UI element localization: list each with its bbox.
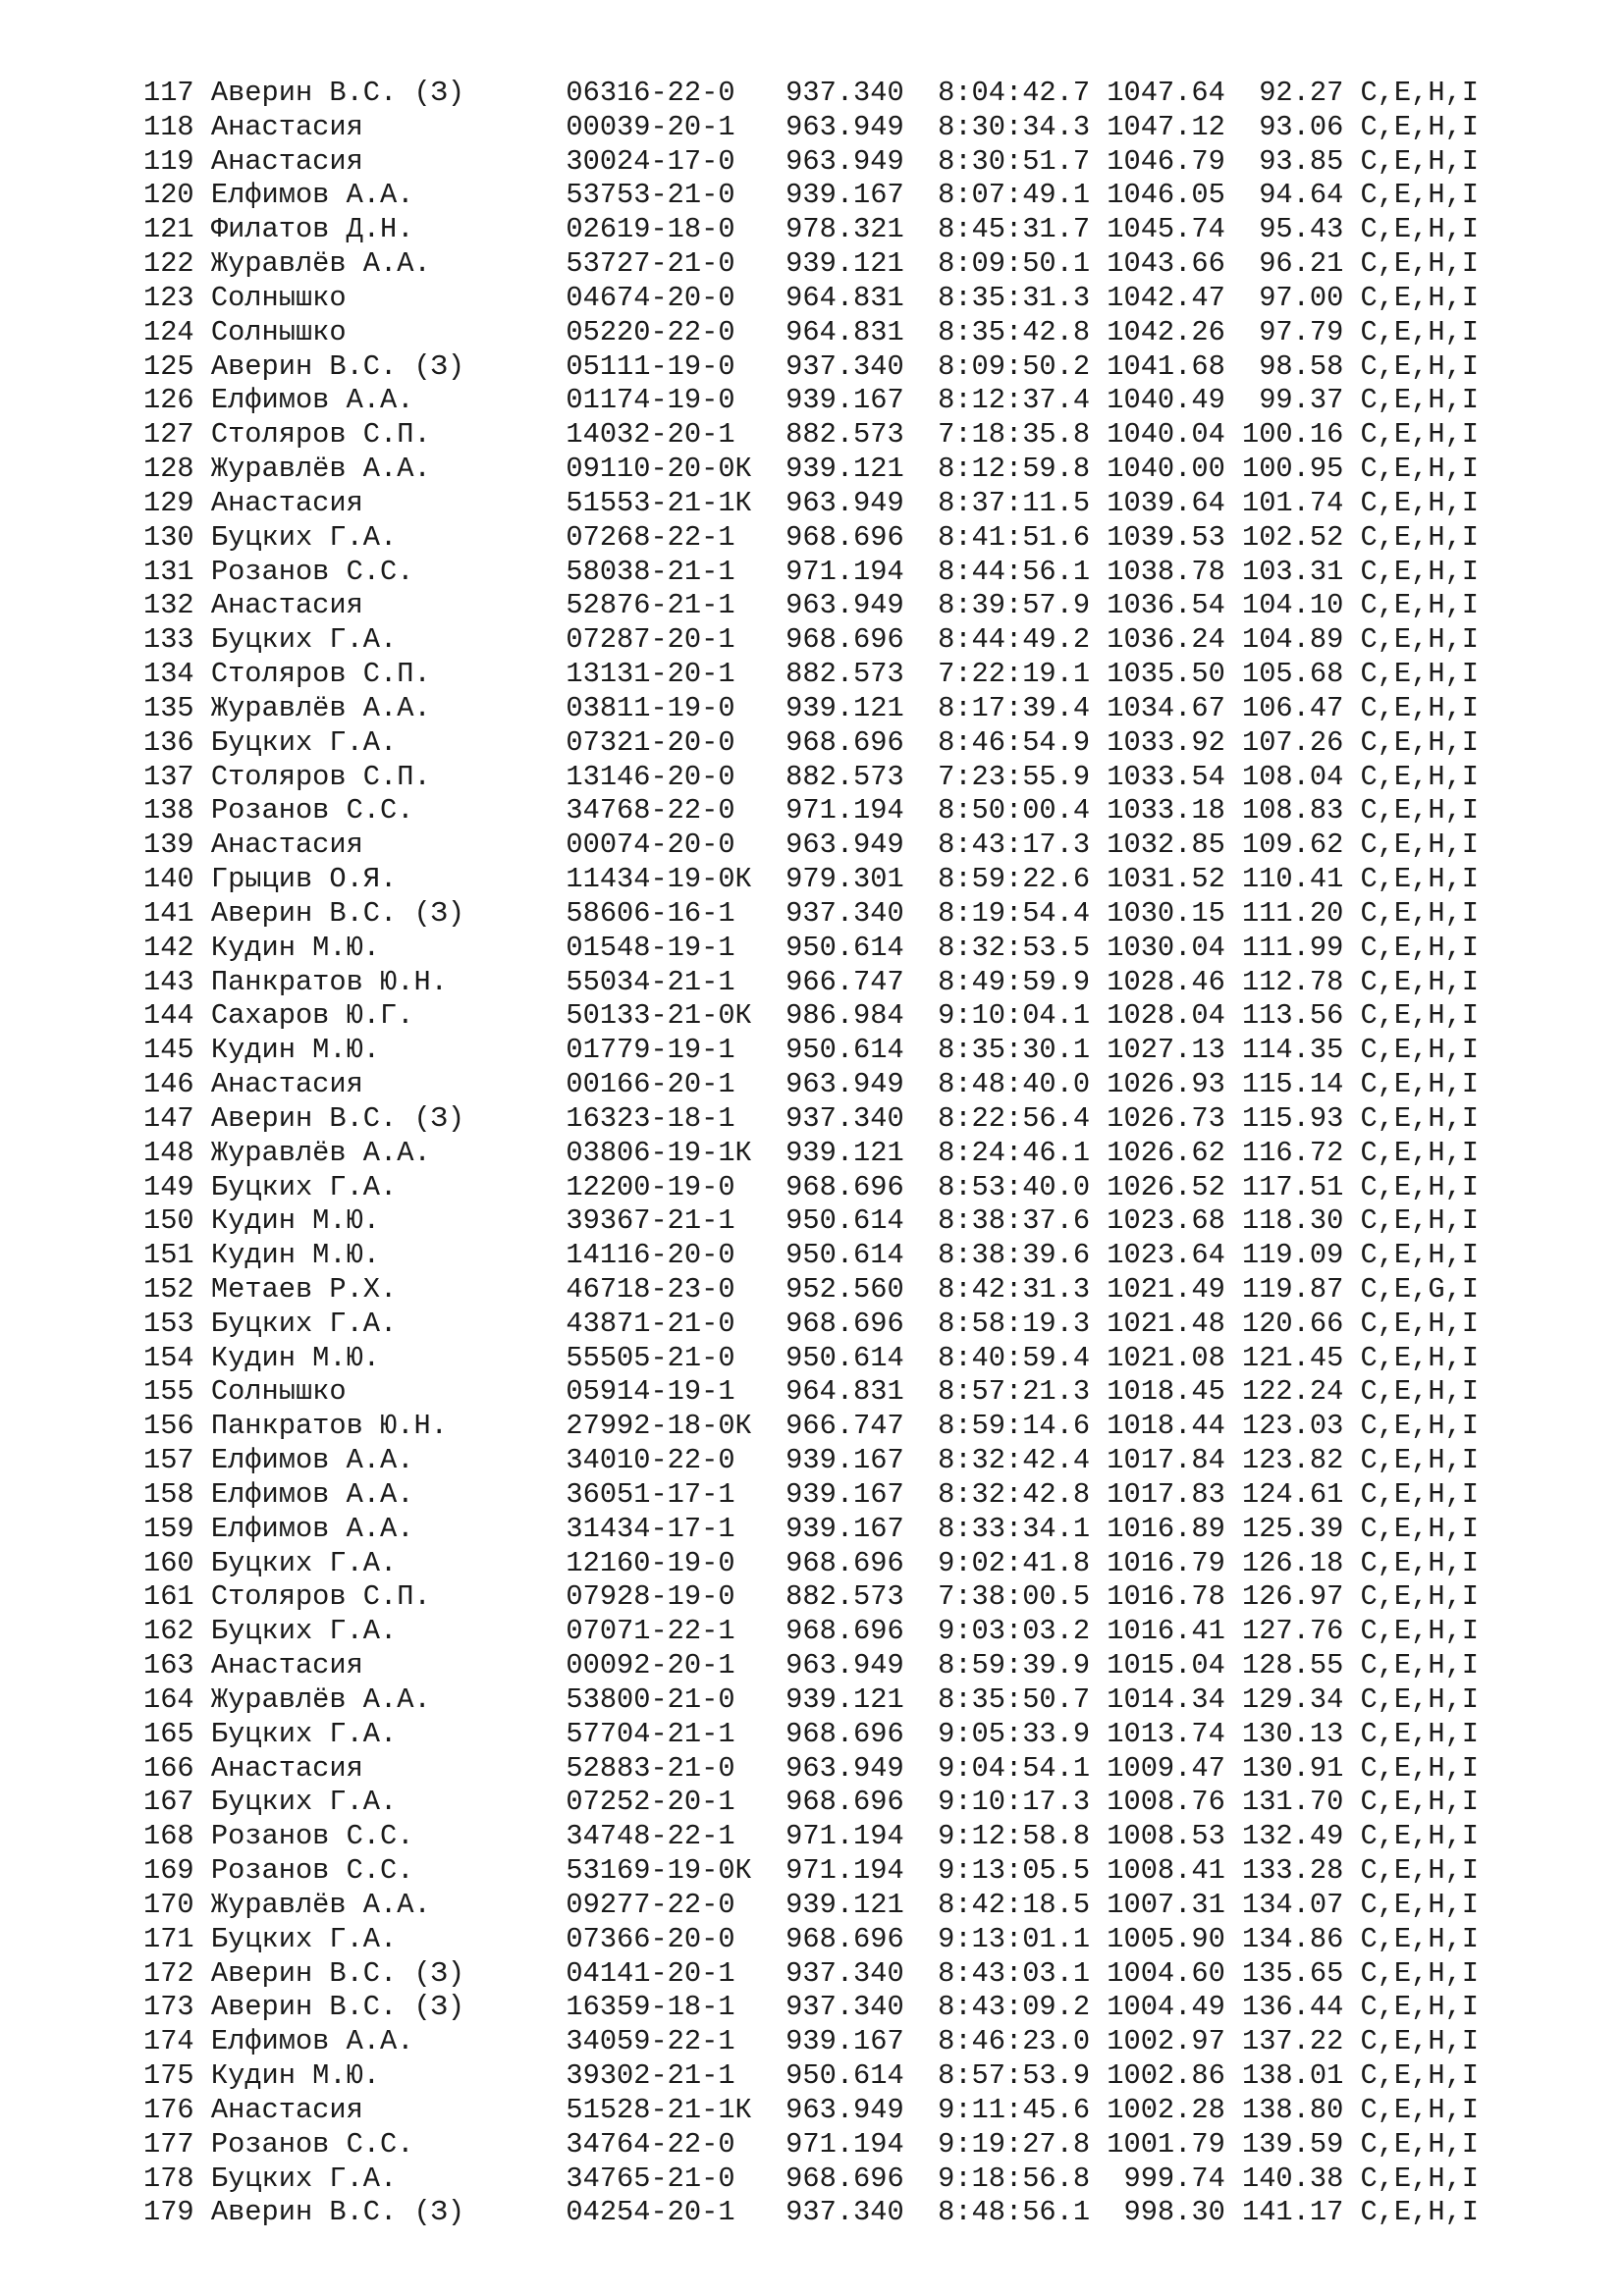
result-row: 174 Елфимов А.А. 34059-22-1 939.167 8:46:23.0 1002.97 137.22 C,E,H,I [143, 2025, 1480, 2058]
result-row: 175 Кудин М.Ю. 39302-21-1 950.614 8:57:53.9 1002.86 138.01 C,E,H,I [143, 2059, 1480, 2093]
result-row: 125 Аверин В.С. (З) 05111-19-0 937.340 8:09:50.2 1041.68 98.58 C,E,H,I [143, 349, 1480, 383]
result-row: 142 Кудин М.Ю. 01548-19-1 950.614 8:32:53.5 1030.04 111.99 C,E,H,I [143, 931, 1480, 964]
result-row: 139 Анастасия 00074-20-0 963.949 8:43:17.3 1032.85 109.62 C,E,H,I [143, 828, 1480, 862]
result-row: 150 Кудин М.Ю. 39367-21-1 950.614 8:38:37.6 1023.68 118.30 C,E,H,I [143, 1204, 1480, 1238]
result-row: 124 Солнышко 05220-22-0 964.831 8:35:42.8 1042.26 97.79 C,E,H,I [143, 315, 1480, 348]
result-row: 155 Солнышко 05914-19-1 964.831 8:57:21.3 1018.45 122.24 C,E,H,I [143, 1375, 1480, 1409]
result-row: 158 Елфимов А.А. 36051-17-1 939.167 8:32:42.8 1017.83 124.61 C,E,H,I [143, 1477, 1480, 1511]
result-row: 120 Елфимов А.А. 53753-21-0 939.167 8:07:49.1 1046.05 94.64 C,E,H,I [143, 179, 1480, 212]
result-row: 128 Журавлёв А.А. 09110-20-0К 939.121 8:12:59.8 1040.00 100.95 C,E,H,I [143, 453, 1480, 486]
result-row: 146 Анастасия 00166-20-1 963.949 8:48:40.0 1026.93 115.14 C,E,H,I [143, 1068, 1480, 1101]
result-row: 129 Анастасия 51553-21-1К 963.949 8:37:11.5 1039.64 101.74 C,E,H,I [143, 486, 1480, 519]
result-row: 163 Анастасия 00092-20-1 963.949 8:59:39.9 1015.04 128.55 C,E,H,I [143, 1649, 1480, 1682]
result-row: 134 Столяров С.П. 13131-20-1 882.573 7:22:19.1 1035.50 105.68 C,E,H,I [143, 658, 1480, 691]
result-row: 121 Филатов Д.Н. 02619-18-0 978.321 8:45:31.7 1045.74 95.43 C,E,H,I [143, 213, 1480, 246]
result-row: 132 Анастасия 52876-21-1 963.949 8:39:57.9 1036.54 104.10 C,E,H,I [143, 589, 1480, 622]
result-row: 159 Елфимов А.А. 31434-17-1 939.167 8:33:34.1 1016.89 125.39 C,E,H,I [143, 1512, 1480, 1545]
result-row: 156 Панкратов Ю.Н. 27992-18-0К 966.747 8:59:14.6 1018.44 123.03 C,E,H,I [143, 1410, 1480, 1443]
result-row: 119 Анастасия 30024-17-0 963.949 8:30:51.7 1046.79 93.85 C,E,H,I [143, 144, 1480, 178]
result-row: 138 Розанов С.С. 34768-22-0 971.194 8:50:00.4 1033.18 108.83 C,E,H,I [143, 794, 1480, 828]
result-row: 131 Розанов С.С. 58038-21-1 971.194 8:44:56.1 1038.78 103.31 C,E,H,I [143, 555, 1480, 588]
result-row: 168 Розанов С.С. 34748-22-1 971.194 9:12:58.8 1008.53 132.49 C,E,H,I [143, 1820, 1480, 1853]
results-listing [143, 77, 1479, 2230]
result-row: 148 Журавлёв А.А. 03806-19-1К 939.121 8:24:46.1 1026.62 116.72 C,E,H,I [143, 1136, 1480, 1169]
result-row: 136 Буцких Г.А. 07321-20-0 968.696 8:46:54.9 1033.92 107.26 C,E,H,I [143, 725, 1480, 759]
result-row: 145 Кудин М.Ю. 01779-19-1 950.614 8:35:30.1 1027.13 114.35 C,E,H,I [143, 1034, 1480, 1067]
result-row: 117 Аверин В.С. (З) 06316-22-0 937.340 8:04:42.7 1047.64 92.27 C,E,H,I [143, 77, 1480, 109]
result-row: 141 Аверин В.С. (З) 58606-16-1 937.340 8:19:54.4 1030.15 111.20 C,E,H,I [143, 896, 1480, 930]
result-row: 173 Аверин В.С. (З) 16359-18-1 937.340 8:43:09.2 1004.49 136.44 C,E,H,I [143, 1991, 1480, 2024]
result-row: 171 Буцких Г.А. 07366-20-0 968.696 9:13:01.1 1005.90 134.86 C,E,H,I [143, 1922, 1480, 1955]
result-row: 151 Кудин М.Ю. 14116-20-0 950.614 8:38:39.6 1023.64 119.09 C,E,H,I [143, 1239, 1480, 1272]
result-row: 126 Елфимов А.А. 01174-19-0 939.167 8:12:37.4 1040.49 99.37 C,E,H,I [143, 384, 1480, 417]
result-row: 130 Буцких Г.А. 07268-22-1 968.696 8:41:51.6 1039.53 102.52 C,E,H,I [143, 520, 1480, 554]
result-row: 170 Журавлёв А.А. 09277-22-0 939.121 8:42:18.5 1007.31 134.07 C,E,H,I [143, 1888, 1480, 1921]
result-row: 152 Метаев Р.Х. 46718-23-0 952.560 8:42:31.3 1021.49 119.87 C,E,G,I [143, 1272, 1480, 1306]
result-row: 140 Грыцив О.Я. 11434-19-0К 979.301 8:59:22.6 1031.52 110.41 C,E,H,I [143, 863, 1480, 896]
result-row: 143 Панкратов Ю.Н. 55034-21-1 966.747 8:49:59.9 1028.46 112.78 C,E,H,I [143, 965, 1480, 998]
result-row: 162 Буцких Г.А. 07071-22-1 968.696 9:03:03.2 1016.41 127.76 C,E,H,I [143, 1615, 1480, 1648]
result-row: 177 Розанов С.С. 34764-22-0 971.194 9:19:27.8 1001.79 139.59 C,E,H,I [143, 2127, 1480, 2161]
result-row: 137 Столяров С.П. 13146-20-0 882.573 7:23:55.9 1033.54 108.04 C,E,H,I [143, 760, 1480, 793]
result-row: 176 Анастасия 51528-21-1К 963.949 9:11:45.6 1002.28 138.80 C,E,H,I [143, 2093, 1480, 2126]
result-row: 165 Буцких Г.А. 57704-21-1 968.696 9:05:33.9 1013.74 130.13 C,E,H,I [143, 1717, 1480, 1750]
result-row: 122 Журавлёв А.А. 53727-21-0 939.121 8:09:50.1 1043.66 96.21 C,E,H,I [143, 247, 1480, 281]
result-row: 147 Аверин В.С. (З) 16323-18-1 937.340 8:22:56.4 1026.73 115.93 C,E,H,I [143, 1101, 1480, 1135]
result-row: 178 Буцких Г.А. 34765-21-0 968.696 9:18:56.8 999.74 140.38 C,E,H,I [143, 2162, 1480, 2195]
result-row: 154 Кудин М.Ю. 55505-21-0 950.614 8:40:59.4 1021.08 121.45 C,E,H,I [143, 1341, 1480, 1374]
result-row: 144 Сахаров Ю.Г. 50133-21-0К 986.984 9:10:04.1 1028.04 113.56 C,E,H,I [143, 999, 1480, 1033]
result-row: 133 Буцких Г.А. 07287-20-1 968.696 8:44:49.2 1036.24 104.89 C,E,H,I [143, 623, 1480, 657]
result-row: 118 Анастасия 00039-20-1 963.949 8:30:34.3 1047.12 93.06 C,E,H,I [143, 110, 1480, 143]
result-row: 164 Журавлёв А.А. 53800-21-0 939.121 8:35:50.7 1014.34 129.34 C,E,H,I [143, 1682, 1480, 1716]
result-row: 172 Аверин В.С. (З) 04141-20-1 937.340 8:43:03.1 1004.60 135.65 C,E,H,I [143, 1956, 1480, 1990]
result-row: 167 Буцких Г.А. 07252-20-1 968.696 9:10:17.3 1008.76 131.70 C,E,H,I [143, 1786, 1480, 1819]
result-row: 157 Елфимов А.А. 34010-22-0 939.167 8:32:42.4 1017.84 123.82 C,E,H,I [143, 1444, 1480, 1477]
result-row: 169 Розанов С.С. 53169-19-0К 971.194 9:13:05.5 1008.41 133.28 C,E,H,I [143, 1854, 1480, 1888]
result-row: 160 Буцких Г.А. 12160-19-0 968.696 9:02:41.8 1016.79 126.18 C,E,H,I [143, 1546, 1480, 1579]
result-row: 153 Буцких Г.А. 43871-21-0 968.696 8:58:19.3 1021.48 120.66 C,E,H,I [143, 1307, 1480, 1340]
result-row: 161 Столяров С.П. 07928-19-0 882.573 7:38:00.5 1016.78 126.97 C,E,H,I [143, 1580, 1480, 1614]
result-row: 135 Журавлёв А.А. 03811-19-0 939.121 8:17:39.4 1034.67 106.47 C,E,H,I [143, 691, 1480, 724]
result-row: 166 Анастасия 52883-21-0 963.949 9:04:54.1 1009.47 130.91 C,E,H,I [143, 1751, 1480, 1785]
result-row: 179 Аверин В.С. (З) 04254-20-1 937.340 8:48:56.1 998.30 141.17 C,E,H,I [143, 2196, 1480, 2229]
result-row: 149 Буцких Г.А. 12200-19-0 968.696 8:53:40.0 1026.52 117.51 C,E,H,I [143, 1170, 1480, 1203]
result-row: 127 Столяров С.П. 14032-20-1 882.573 7:18:35.8 1040.04 100.16 C,E,H,I [143, 418, 1480, 452]
result-row: 123 Солнышко 04674-20-0 964.831 8:35:31.3 1042.47 97.00 C,E,H,I [143, 281, 1480, 314]
